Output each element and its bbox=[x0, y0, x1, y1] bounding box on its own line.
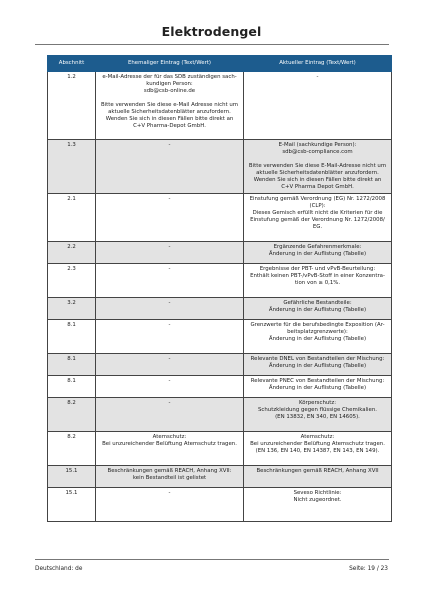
old-entry-cell bbox=[96, 466, 244, 488]
table-row bbox=[48, 488, 392, 522]
old-entry-line: - bbox=[168, 300, 171, 306]
old-entry-cell bbox=[96, 242, 244, 264]
section-cell: 8.2 bbox=[48, 432, 96, 466]
old-entry-cell bbox=[96, 264, 244, 298]
table-header-row bbox=[48, 56, 392, 72]
new-entry-line: Beschränkungen gemäß REACH, Anhang XVII bbox=[256, 468, 379, 474]
new-entry-line: sdb@csb-compliance.com bbox=[282, 149, 353, 155]
table-row bbox=[48, 354, 392, 376]
old-entry-cell bbox=[96, 488, 244, 522]
header-section: Abschnitt bbox=[48, 56, 96, 72]
new-entry-line: Änderung in der Auflistung (Tabelle) bbox=[268, 385, 367, 391]
old-entry-line: kein Bestandteil ist gelistet bbox=[132, 475, 207, 481]
old-entry-line: - bbox=[168, 378, 171, 384]
table-row bbox=[48, 264, 392, 298]
new-entry-line: aktuelle Sicherheitsdatenblätter anzufordern. bbox=[256, 170, 379, 176]
old-entry-cell bbox=[96, 72, 244, 140]
footer-divider bbox=[35, 559, 389, 560]
old-entry-line: - bbox=[168, 244, 171, 250]
old-entry-line: - bbox=[168, 356, 171, 362]
new-entry-line: Änderung in der Auflistung (Tabelle) bbox=[268, 251, 367, 257]
new-entry-cell bbox=[244, 432, 392, 466]
header-old-entry: Ehemaliger Eintrag (Text/Wert) bbox=[96, 56, 244, 72]
section-cell: 8.1 bbox=[48, 376, 96, 398]
new-entry-cell bbox=[244, 242, 392, 264]
new-entry-line: Relevante PNEC von Bestandteilen der Mischung: bbox=[250, 378, 385, 384]
new-entry-line: Grenzwerte für die berufsbedingte Exposition (Ar- bbox=[250, 322, 385, 328]
section-cell: 2.3 bbox=[48, 264, 96, 298]
new-entry-line: (EN 13832, EN 340, EN 14605). bbox=[275, 414, 360, 420]
old-entry-line: sdb@csb-online.de bbox=[143, 88, 196, 94]
section-cell: 8.1 bbox=[48, 354, 96, 376]
new-entry-line: - bbox=[316, 74, 319, 80]
section-cell: 2.1 bbox=[48, 194, 96, 242]
new-entry-line: E-Mail (sachkundige Person): bbox=[278, 142, 357, 148]
section-cell: 3.2 bbox=[48, 298, 96, 320]
page-title: Elektrodengel bbox=[161, 24, 262, 39]
table-row bbox=[48, 432, 392, 466]
table-row bbox=[48, 72, 392, 140]
new-entry-line: Änderung in der Auflistung (Tabelle) bbox=[268, 307, 367, 313]
new-entry-line: beitsplatzgrenzwerte): bbox=[287, 329, 348, 335]
section-cell: 15.1 bbox=[48, 466, 96, 488]
new-entry-line: Schutzkleidung gegen flüssige Chemikalien. bbox=[258, 407, 377, 413]
title-divider bbox=[35, 44, 389, 45]
old-entry-cell bbox=[96, 140, 244, 194]
new-entry-line: Ergänzende Gefahrenmerkmale: bbox=[273, 244, 362, 250]
old-entry-cell bbox=[96, 320, 244, 354]
old-entry-line: - bbox=[168, 322, 171, 328]
table-row bbox=[48, 466, 392, 488]
new-entry-cell bbox=[244, 140, 392, 194]
table-row bbox=[48, 242, 392, 264]
new-entry-cell bbox=[244, 72, 392, 140]
table-row bbox=[48, 140, 392, 194]
new-entry-line: Änderung in der Auflistung (Tabelle) bbox=[268, 363, 367, 369]
new-entry-line: Ergebnisse der PBT- und vPvB-Beurteilung: bbox=[259, 266, 376, 272]
table-row bbox=[48, 320, 392, 354]
new-entry-line: Bei unzureichender Belüftung Atemschutz tragen. bbox=[250, 441, 385, 447]
section-cell: 8.2 bbox=[48, 398, 96, 432]
new-entry-line: Dieses Gemisch erfüllt nicht die Kriterien für die bbox=[252, 210, 383, 216]
new-entry-line: Relevante DNEL von Bestandteilen der Mischung: bbox=[250, 356, 385, 362]
new-entry-line: Einstufung gemäß der Verordnung Nr. 1272/2008/ bbox=[250, 217, 385, 223]
new-entry-line: Enthält keinen PBT-/vPvB-Stoff in einer Konzentra- bbox=[250, 273, 385, 279]
footer-country: Deutschland: de bbox=[35, 566, 83, 572]
old-entry-line: e-Mail-Adresse der für das SDB zuständigen sach- bbox=[102, 74, 237, 80]
old-entry-cell bbox=[96, 398, 244, 432]
old-entry-line: - bbox=[168, 266, 171, 272]
old-entry-line: - bbox=[168, 400, 171, 406]
new-entry-line bbox=[247, 156, 388, 163]
new-entry-line: Änderung in der Auflistung (Tabelle) bbox=[268, 336, 367, 342]
old-entry-line: Bitte verwenden Sie diese e-Mail Adresse nicht um bbox=[100, 102, 238, 108]
old-entry-cell bbox=[96, 298, 244, 320]
old-entry-cell bbox=[96, 354, 244, 376]
old-entry-line: - bbox=[168, 196, 171, 202]
new-entry-cell bbox=[244, 354, 392, 376]
old-entry-line: kundigen Person: bbox=[146, 81, 193, 87]
new-entry-line: Gefährliche Bestandteile: bbox=[283, 300, 352, 306]
new-entry-line: Nicht zugeordnet. bbox=[293, 497, 342, 503]
new-entry-line: tion von ≥ 0,1%. bbox=[294, 280, 341, 286]
old-entry-line: Atemschutz: bbox=[152, 434, 187, 440]
table-row bbox=[48, 298, 392, 320]
new-entry-cell bbox=[244, 298, 392, 320]
new-entry-line: Atemschutz: bbox=[300, 434, 335, 440]
revision-table bbox=[47, 55, 392, 522]
new-entry-cell bbox=[244, 398, 392, 432]
old-entry-cell bbox=[96, 432, 244, 466]
new-entry-line: (CLP): bbox=[309, 203, 326, 209]
old-entry-line: - bbox=[168, 142, 171, 148]
new-entry-cell bbox=[244, 488, 392, 522]
footer-page-number: Seite: 19 / 23 bbox=[349, 566, 388, 572]
old-entry-line: Bei unzureichender Belüftung Atemschutz tragen. bbox=[102, 441, 237, 447]
old-entry-line bbox=[99, 95, 240, 102]
old-entry-line: - bbox=[168, 490, 171, 496]
section-cell: 1.3 bbox=[48, 140, 96, 194]
new-entry-line: EG. bbox=[312, 224, 323, 230]
old-entry-cell bbox=[96, 376, 244, 398]
old-entry-cell bbox=[96, 194, 244, 242]
new-entry-cell bbox=[244, 194, 392, 242]
old-entry-line: Wenden Sie sich in diesen Fällen bitte direkt an bbox=[105, 116, 234, 122]
new-entry-cell bbox=[244, 320, 392, 354]
header-new-entry: Aktueller Eintrag (Text/Wert) bbox=[244, 56, 392, 72]
new-entry-line: Wenden Sie sich in diesen Fällen bitte direkt an bbox=[253, 177, 382, 183]
section-cell: 15.1 bbox=[48, 488, 96, 522]
new-entry-line: (EN 136, EN 140, EN 14387, EN 143, EN 149). bbox=[255, 448, 380, 454]
new-entry-line: Bitte verwenden Sie diese E-Mail-Adresse nicht um bbox=[248, 163, 387, 169]
new-entry-line: C+V Pharma Depot GmbH. bbox=[281, 184, 354, 190]
new-entry-cell bbox=[244, 376, 392, 398]
table-row bbox=[48, 376, 392, 398]
new-entry-line: Einstufung gemäß Verordnung (EG) Nr. 1272/2008 bbox=[249, 196, 386, 202]
new-entry-cell bbox=[244, 466, 392, 488]
table-row bbox=[48, 398, 392, 432]
section-cell: 8.1 bbox=[48, 320, 96, 354]
old-entry-line: C+V Pharma-Depot GmbH. bbox=[133, 123, 206, 129]
new-entry-line: Seveso Richtlinie: bbox=[293, 490, 342, 496]
old-entry-line: Beschränkungen gemäß REACH, Anhang XVII: bbox=[107, 468, 232, 474]
old-entry-line: aktuelle Sicherheitsdatenblätter anzufordern. bbox=[108, 109, 231, 115]
new-entry-cell bbox=[244, 264, 392, 298]
new-entry-line: Körperschutz: bbox=[298, 400, 337, 406]
section-cell: 1.2 bbox=[48, 72, 96, 140]
table-row bbox=[48, 194, 392, 242]
section-cell: 2.2 bbox=[48, 242, 96, 264]
